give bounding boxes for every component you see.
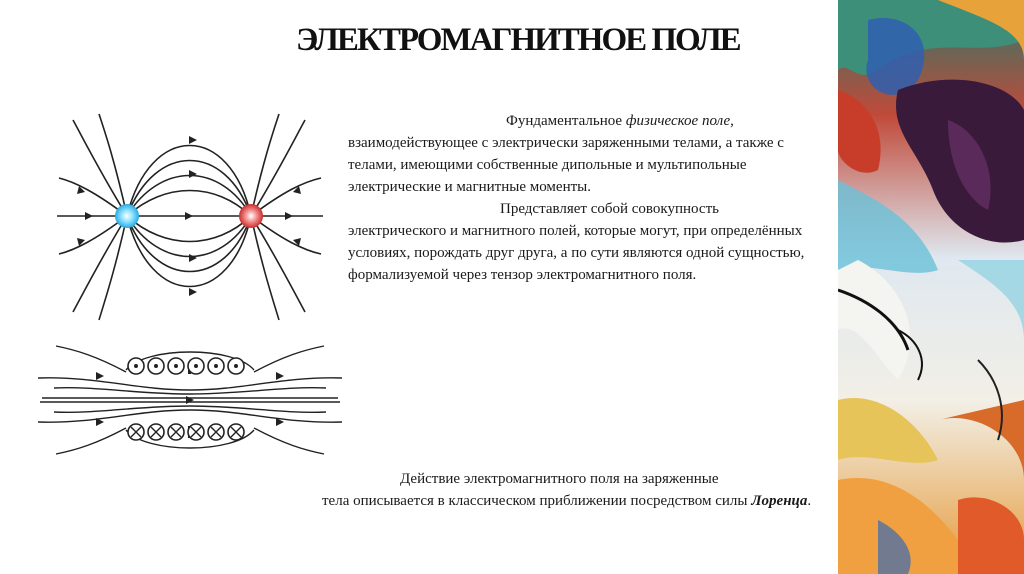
lorentz-body: тела описывается в классическом приближении посредством силы [322, 493, 752, 509]
positive-charge [239, 204, 263, 228]
definition-comma: , [730, 113, 734, 129]
lorentz-name: Лоренца [751, 493, 808, 509]
abstract-painting-decoration [838, 0, 1024, 574]
definition-text [348, 110, 830, 286]
definition-body: взаимодействующее с электрически заряженными телами, а также с телами, имеющими собственные дипольные и мультипольные электрические и магнитные моменты. [348, 135, 784, 195]
description-body: электрического и магнитного полей, которые могут, при определённых условиях, порождать друг друга, а по сути являются одной сущностью, формализуемой через тензор электромагнитного поля. [348, 223, 805, 283]
lorentz-lead: Действие электромагнитного поля на заряженные [400, 471, 719, 487]
negative-charge [115, 204, 139, 228]
description-lead: Представляет собой совокупность [500, 201, 719, 217]
definition-lead: Фундаментальное [506, 113, 626, 129]
slide-title: ЭЛЕКТРОМАГНИТНОЕ ПОЛЕ [296, 22, 740, 58]
dipole-field-diagram [55, 112, 325, 324]
solenoid-field-diagram [36, 336, 344, 464]
lorentz-end: . [807, 493, 812, 509]
physical-field-term: физическое поле [625, 113, 731, 129]
lorentz-text [322, 468, 832, 512]
